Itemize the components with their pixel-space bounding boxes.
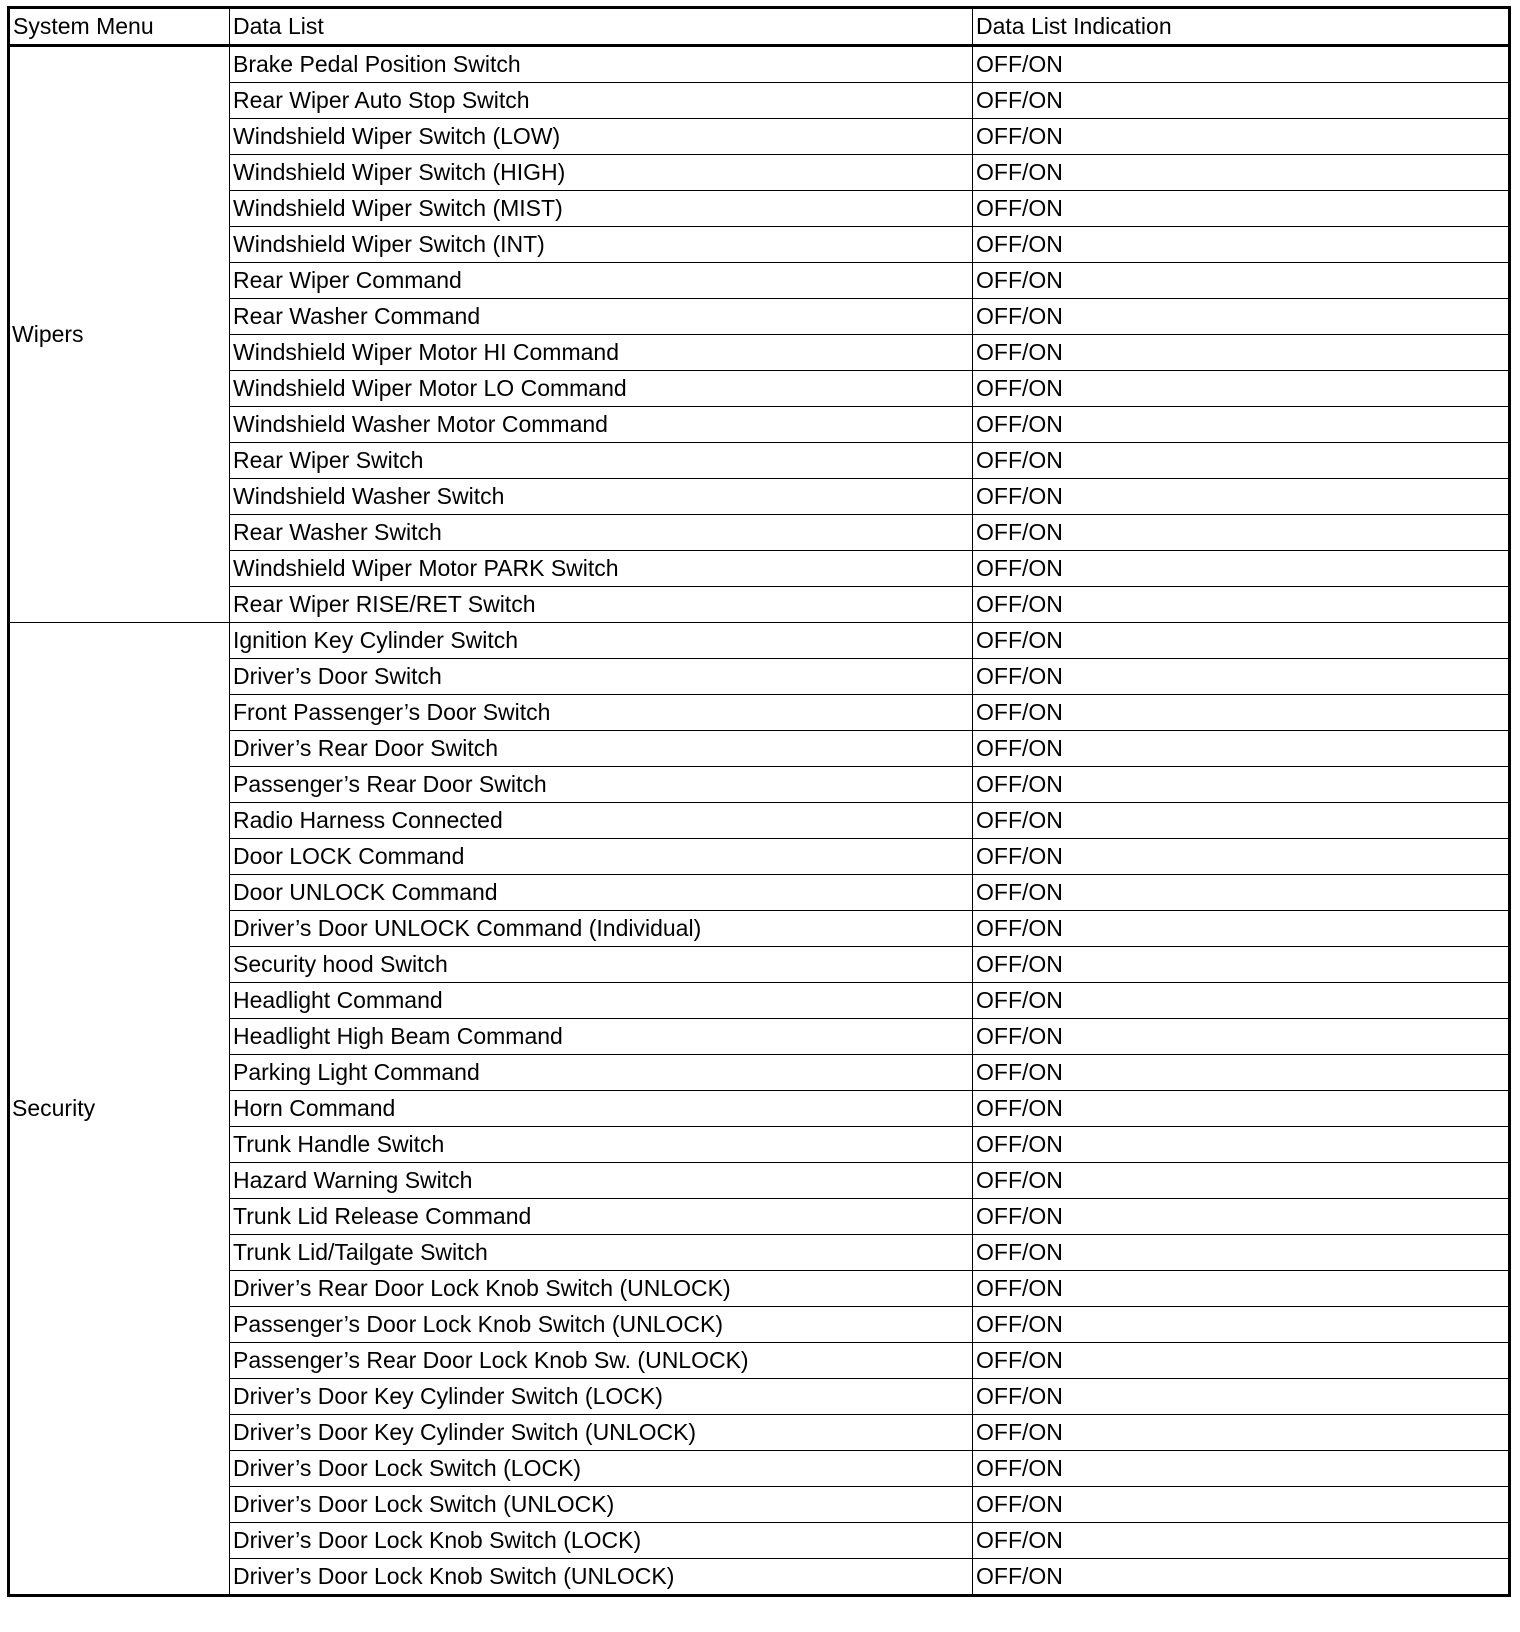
header-data-list-indication: Data List Indication [973,8,1510,46]
table-row [9,767,1510,803]
table-row [9,1523,1510,1559]
data-list-indication: OFF/ON [973,983,1510,1019]
data-list-indication: OFF/ON [973,335,1510,371]
data-list-indication: OFF/ON [973,515,1510,551]
table-row [9,227,1510,263]
table-row [9,263,1510,299]
data-list-indication: OFF/ON [973,371,1510,407]
data-list-indication: OFF/ON [973,46,1510,83]
data-list-item: Passenger’s Door Lock Knob Switch (UNLOCK) [230,1307,973,1343]
data-list-indication: OFF/ON [973,911,1510,947]
table-row [9,407,1510,443]
table-row [9,191,1510,227]
data-list-indication: OFF/ON [973,767,1510,803]
data-list-indication: OFF/ON [973,803,1510,839]
data-list-indication: OFF/ON [973,1127,1510,1163]
data-list-item: Windshield Wiper Motor PARK Switch [230,551,973,587]
table-row [9,1343,1510,1379]
table-row [9,479,1510,515]
data-list-indication: OFF/ON [973,479,1510,515]
table-row [9,1163,1510,1199]
data-list-indication: OFF/ON [973,731,1510,767]
data-list-indication: OFF/ON [973,695,1510,731]
data-list-indication: OFF/ON [973,263,1510,299]
data-list-item: Driver’s Door UNLOCK Command (Individual) [230,911,973,947]
data-list-item: Windshield Washer Switch [230,479,973,515]
data-list-item: Front Passenger’s Door Switch [230,695,973,731]
data-list-item: Rear Wiper Switch [230,443,973,479]
table-row [9,1451,1510,1487]
table-row [9,1307,1510,1343]
data-list-indication: OFF/ON [973,407,1510,443]
data-list-indication: OFF/ON [973,1019,1510,1055]
data-list-item: Rear Washer Switch [230,515,973,551]
data-list-item: Driver’s Door Lock Switch (UNLOCK) [230,1487,973,1523]
table-row [9,911,1510,947]
table-body [9,46,1510,1596]
table-row [9,803,1510,839]
table-row [9,1091,1510,1127]
data-list-indication: OFF/ON [973,1487,1510,1523]
data-list-indication: OFF/ON [973,1343,1510,1379]
data-list-indication: OFF/ON [973,83,1510,119]
header-system-menu: System Menu [9,8,230,46]
data-list-indication: OFF/ON [973,1271,1510,1307]
data-list-item: Windshield Washer Motor Command [230,407,973,443]
system-menu-cell: Wipers [9,46,230,623]
data-list-item: Driver’s Door Lock Switch (LOCK) [230,1451,973,1487]
data-list-indication: OFF/ON [973,155,1510,191]
data-list-item: Driver’s Door Lock Knob Switch (UNLOCK) [230,1559,973,1596]
data-list-item: Trunk Handle Switch [230,1127,973,1163]
data-list-indication: OFF/ON [973,659,1510,695]
table-row [9,551,1510,587]
data-list-item: Horn Command [230,1091,973,1127]
data-list-item: Hazard Warning Switch [230,1163,973,1199]
data-list-item: Windshield Wiper Switch (MIST) [230,191,973,227]
data-list-item: Windshield Wiper Switch (LOW) [230,119,973,155]
data-list-item: Trunk Lid Release Command [230,1199,973,1235]
data-list-indication: OFF/ON [973,1235,1510,1271]
table-row [9,947,1510,983]
data-list-table [7,6,1511,1597]
data-list-item: Driver’s Rear Door Lock Knob Switch (UNLOCK) [230,1271,973,1307]
table-row [9,623,1510,659]
data-list-item: Trunk Lid/Tailgate Switch [230,1235,973,1271]
data-list-indication: OFF/ON [973,587,1510,623]
data-list-item: Door LOCK Command [230,839,973,875]
header-data-list: Data List [230,8,973,46]
data-list-indication: OFF/ON [973,1199,1510,1235]
table-row [9,83,1510,119]
data-list-indication: OFF/ON [973,947,1510,983]
data-list-item: Headlight Command [230,983,973,1019]
data-list-item: Rear Washer Command [230,299,973,335]
table-row [9,1487,1510,1523]
data-list-item: Rear Wiper Auto Stop Switch [230,83,973,119]
data-list-indication: OFF/ON [973,875,1510,911]
table-row [9,1019,1510,1055]
table-row [9,1271,1510,1307]
table-row [9,1415,1510,1451]
table-row [9,515,1510,551]
table-row [9,335,1510,371]
data-list-item: Driver’s Door Key Cylinder Switch (LOCK) [230,1379,973,1415]
data-list-item: Ignition Key Cylinder Switch [230,623,973,659]
data-list-indication: OFF/ON [973,1451,1510,1487]
table-row [9,46,1510,83]
data-list-indication: OFF/ON [973,1055,1510,1091]
data-list-item: Security hood Switch [230,947,973,983]
data-list-indication: OFF/ON [973,1091,1510,1127]
data-list-item: Windshield Wiper Switch (HIGH) [230,155,973,191]
data-list-item: Brake Pedal Position Switch [230,46,973,83]
table-row [9,1127,1510,1163]
data-list-indication: OFF/ON [973,839,1510,875]
data-list-indication: OFF/ON [973,1415,1510,1451]
data-list-item: Driver’s Door Switch [230,659,973,695]
table-row [9,875,1510,911]
table-row [9,443,1510,479]
data-list-item: Windshield Wiper Switch (INT) [230,227,973,263]
table-row [9,839,1510,875]
data-list-item: Driver’s Door Lock Knob Switch (LOCK) [230,1523,973,1559]
data-list-item: Parking Light Command [230,1055,973,1091]
table-row [9,371,1510,407]
table-row [9,659,1510,695]
data-list-indication: OFF/ON [973,191,1510,227]
data-list-item: Windshield Wiper Motor LO Command [230,371,973,407]
data-list-indication: OFF/ON [973,119,1510,155]
data-list-item: Door UNLOCK Command [230,875,973,911]
data-list-indication: OFF/ON [973,1379,1510,1415]
table-row [9,299,1510,335]
data-list-indication: OFF/ON [973,1307,1510,1343]
data-list-item: Passenger’s Rear Door Lock Knob Sw. (UNLOCK) [230,1343,973,1379]
data-list-indication: OFF/ON [973,299,1510,335]
data-list-item: Rear Wiper Command [230,263,973,299]
data-list-item: Radio Harness Connected [230,803,973,839]
table-row [9,731,1510,767]
header-row [9,8,1510,46]
data-list-item: Driver’s Rear Door Switch [230,731,973,767]
data-list-indication: OFF/ON [973,1163,1510,1199]
data-list-indication: OFF/ON [973,443,1510,479]
data-list-item: Windshield Wiper Motor HI Command [230,335,973,371]
table-row [9,1235,1510,1271]
data-list-item: Headlight High Beam Command [230,1019,973,1055]
table-row [9,1379,1510,1415]
data-list-item: Passenger’s Rear Door Switch [230,767,973,803]
table-row [9,983,1510,1019]
data-list-item: Driver’s Door Key Cylinder Switch (UNLOCK) [230,1415,973,1451]
table-row [9,1199,1510,1235]
data-list-indication: OFF/ON [973,551,1510,587]
data-list-indication: OFF/ON [973,623,1510,659]
table-row [9,695,1510,731]
data-list-indication: OFF/ON [973,1523,1510,1559]
table-row [9,1559,1510,1596]
system-menu-cell: Security [9,623,230,1596]
data-list-item: Rear Wiper RISE/RET Switch [230,587,973,623]
table-row [9,155,1510,191]
table-row [9,119,1510,155]
data-list-indication: OFF/ON [973,1559,1510,1596]
data-list-indication: OFF/ON [973,227,1510,263]
table-row [9,587,1510,623]
table-row [9,1055,1510,1091]
